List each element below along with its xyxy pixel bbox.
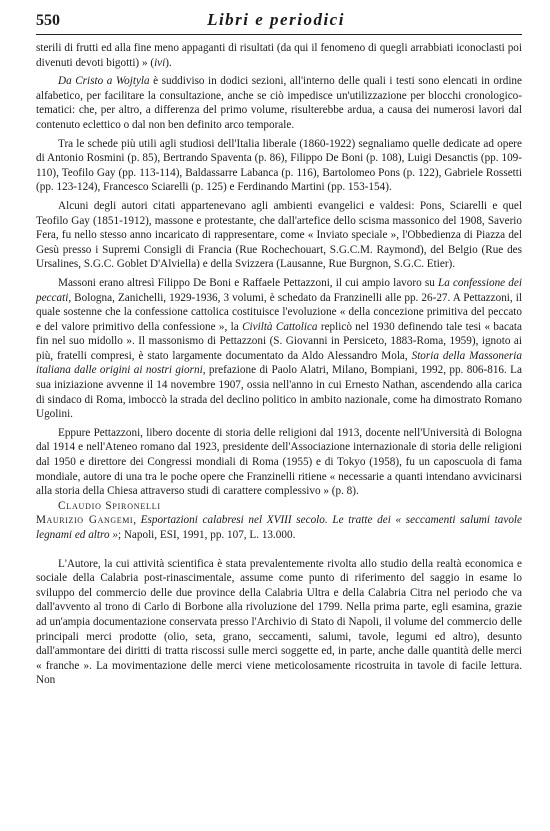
- paragraph: [36, 74, 522, 132]
- paragraph: [36, 41, 522, 70]
- section-title: Libri e periodici: [207, 10, 345, 29]
- text-run: Tra le schede più utili agli studiosi dell'Italia liberale (1860-1922) segnaliamo quelle dedicate ad opere di Antonio Rosmini (p. 85), Bertrando Spaventa (p. 86), Filippo De Boni (p. 108), Luigi Desanctis (pp. 109-110), Teofilo Gay (pp. 113-114), Baldassarre Labanca (p. 116), Bartolomeo Pons (p. 122), Gabriele Rossetti (pp. 123-124), Francesco Sciarelli (p. 125) e Ferdinando Martini (pp. 153-154).: [36, 137, 522, 194]
- first-review: [36, 41, 522, 513]
- paragraph: [36, 557, 522, 688]
- review-author: Maurizio Gangemi: [36, 514, 134, 527]
- text-run: Massoni erano altresì Filippo De Boni e Raffaele Pettazzoni, il cui ampio lavoro su: [58, 276, 438, 289]
- reviewer-signature: Claudio Spironelli: [58, 499, 161, 512]
- text-run: L'Autore, la cui attività scientifica è stata prevalentemente rivolta allo studio della realtà economica e sociale della Calabria post-rinascimentale, assume come punto di riferimento del saggio in esame lo sviluppo del commercio delle due province della Calabria Ultra e della Calabria Citra nel periodo che va dall'avvento al trono di Carlo di Borbone alla rivoluzione del 1799. Nella prima parte, egli esamina, grazie ad un'ampia documentazione conservata presso l'Archivio di Stato di Napoli, il volume del commercio delle principali merci prodotte (olio, seta, grano, seccamenti, salumi, tavole, legumi ed altro), desunto dall'ammontare dei diritti di tratta riscossi sulle merci soggette ed, in parte, anche dalle quantità delle merci « franche ». La movimentazione delle merci viene meticolosamente ricostruita in tavole di facile lettura. Non: [36, 557, 522, 687]
- running-header: [36, 10, 522, 35]
- text-run: replicò nel 1930 definendo tale tesi « bacata fin nel suo midollo ». Il massonismo di Pettazzoni (S. Giovanni in Persiceto, 1883-Roma, 1959), ignoto ai più, fratelli compresi, è stato largamente documentato da Aldo Alessandro Mola,: [36, 320, 522, 362]
- text-run: è suddiviso in dodici sezioni, all'interno delle quali i testi sono elencati in ordine alfabetico, per facilitare la consultazione, anche se ciò impedisce un'utilizzazione per blocchi cronologico-tematici: che, per altro, a differenza del primo volume, risulterebbe ardua, a causa dei numerosi lavori dal contenuto eclettico o dal non ben definito arco temporale.: [36, 75, 522, 131]
- text-run: sterili di frutti ed alla fine meno appaganti di risultati (da qui il fenomeno di quegli arrabbiati iconoclasti poi divenuti devoti bigotti) » (: [36, 42, 522, 69]
- text-run: Alcuni degli autori citati appartenevano agli ambienti evangelici e valdesi: Pons, Sciarelli e quel Teofilo Gay (1851-1912), massone e protestante, che dall'artefice dello scisma massonico del 1908, Saverio Fera, fu nello stesso anno incaricato di rappresentare, come « Inviato speciale », l'Obbedienza di Piazza del Gesù presso i Supremi Consigli di Francia (Rue Rochechouart, S.G.C.M. Raymond), del Belgio (Rue des Ursalines, S.G.C. Goblet D'Alviella) e della Svizzera (Lausanne, Rue Burgnon, S.G.C. Etier).: [36, 199, 522, 271]
- review-publication-info: ; Napoli, ESI, 1991, pp. 107, L. 13.000.: [117, 529, 296, 541]
- second-review: [36, 513, 522, 688]
- italic-text: Da Cristo a Wojtyla: [58, 75, 150, 88]
- paragraph: [36, 199, 522, 272]
- italic-text: ivi: [154, 56, 166, 69]
- review-citation: [36, 513, 522, 542]
- paragraph: [36, 276, 522, 422]
- italic-text: Storia della Massoneria italiana dalle origini ai nostri giorni: [36, 349, 522, 377]
- review-book-title: , Esportazioni calabresi nel XVIII secolo. Le tratte dei « seccamenti salumi tavole legnami ed altro »: [36, 514, 522, 541]
- paragraph: [36, 426, 522, 499]
- text-run: Eppure Pettazzoni, libero docente di storia delle religioni dal 1913, docente nell'Università di Bologna dal 1914 e nell'Ateneo romano dal 1923, presidente dell'Associazione internazionale di storia delle religioni dal 1950 e direttore dei Congressi mondiali di Roma (1955) e di Tokyo (1958), fu un caposcuola di fama mondiale, autore di una tra le poche opere che Franzinelli ritiene « necessarie a quanti intendano avvicinarsi alla storia della Chiesa attraverso studi di carattere complessivo » (p. 8).: [36, 426, 522, 498]
- text-run: , prefazione di Paolo Alatri, Milano, Bompiani, 1992, pp. 806-816. La sua iniziazione avvenne il 14 novembre 1907, ossia nell'anno in cui Ernesto Nathan, ascendendo alla carica di sindaco di Roma, imboccò la strada del declino politico in ambito nazionale, come ha dimostrato Romano Ugolini.: [36, 364, 522, 421]
- first-review-paragraphs: [36, 41, 522, 499]
- text-run: , Bologna, Zanichelli, 1929-1936, 3 volumi, è schedato da Franzinelli alle pp. 26-27. A Pettazzoni, il quale sostenne che la confessione cattolica costituisce l'evoluzione « della concezione primitiva del peccato e del valore primitivo della confessione », la: [36, 291, 522, 333]
- second-review-paragraphs: [36, 557, 522, 688]
- page-number: 550: [36, 12, 60, 29]
- italic-text: La confessione dei peccati: [36, 276, 522, 304]
- italic-text: Civiltà Cattolica: [242, 320, 318, 333]
- paragraph: [36, 137, 522, 195]
- text-run: ).: [165, 56, 172, 69]
